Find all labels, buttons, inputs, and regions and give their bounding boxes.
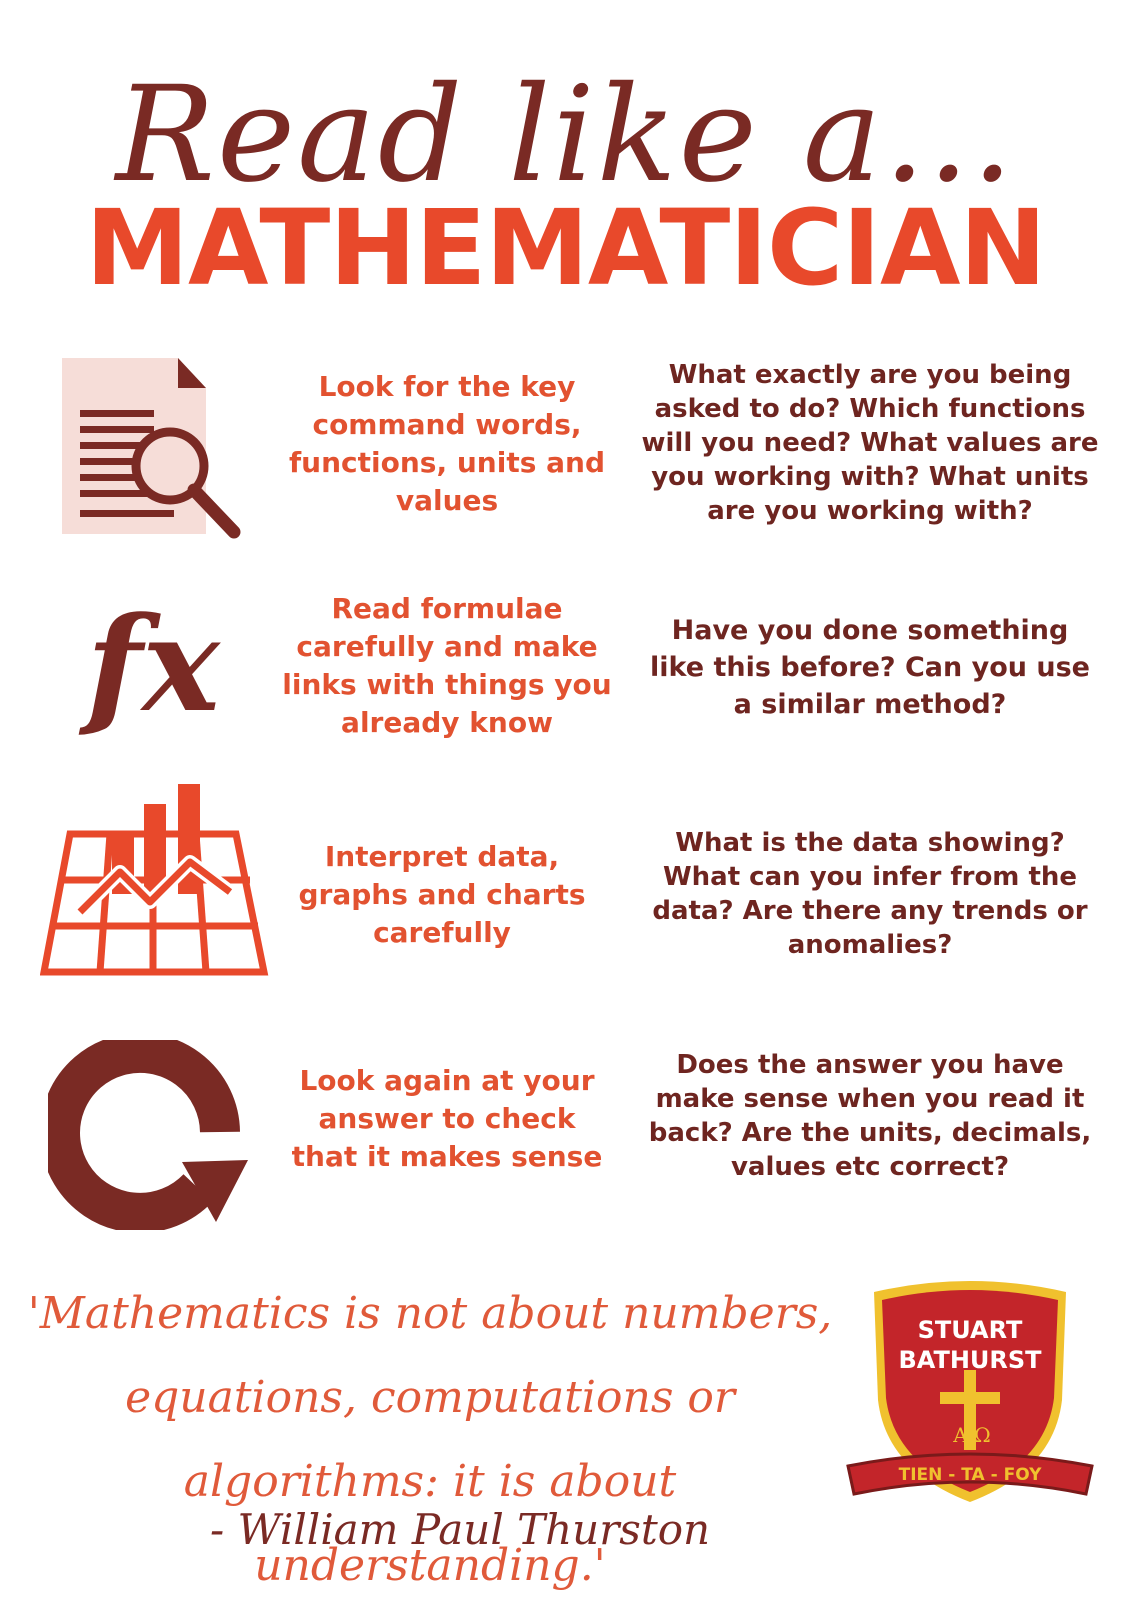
tip-text: Look for the key command words, functions, units and values: [289, 370, 605, 517]
main-title: MATHEMATICIAN: [85, 187, 1046, 309]
crest-line-2: BATHURST: [898, 1346, 1042, 1374]
tip-row-2: [0, 580, 1131, 760]
tip-row-3: [0, 780, 1131, 980]
script-title: Read like a...: [115, 58, 1016, 212]
tip-row-4: [0, 1030, 1131, 1230]
crest-symbols: A Ω: [953, 1423, 991, 1447]
tip-text: Read formulae carefully and make links with things you already know: [282, 592, 612, 739]
quote-author: - William Paul Thurston: [209, 1505, 711, 1554]
crest-motto: TIEN - TA - FOY: [898, 1465, 1042, 1485]
question-text: What is the data showing? What can you infer from the data? Are there any trends or anomalies?: [652, 828, 1088, 960]
refresh-arrow-icon: [48, 1040, 258, 1230]
tip-row-1: [0, 350, 1131, 550]
function-fx-icon: fx: [86, 588, 220, 741]
crest-line-1: STUART: [917, 1316, 1023, 1344]
question-text: Does the answer you have make sense when you read it back? Are the units, decimals, values etc correct?: [648, 1050, 1092, 1182]
question-text: Have you done something like this before? Can you use a similar method?: [650, 615, 1090, 720]
document-search-icon: [58, 358, 248, 543]
question-text: What exactly are you being asked to do? Which functions will you need? What values are you working with? What units are you working with?: [641, 360, 1099, 526]
quote-text: 'Mathematics is not about numbers, equations, computations or algorithms: it is about understanding.': [27, 1288, 833, 1591]
tip-text: Interpret data, graphs and charts carefully: [298, 840, 586, 949]
tip-text: Look again at your answer to check that it makes sense: [291, 1064, 603, 1173]
school-crest-logo: [840, 1270, 1100, 1510]
bar-chart-grid-icon: [40, 782, 270, 982]
